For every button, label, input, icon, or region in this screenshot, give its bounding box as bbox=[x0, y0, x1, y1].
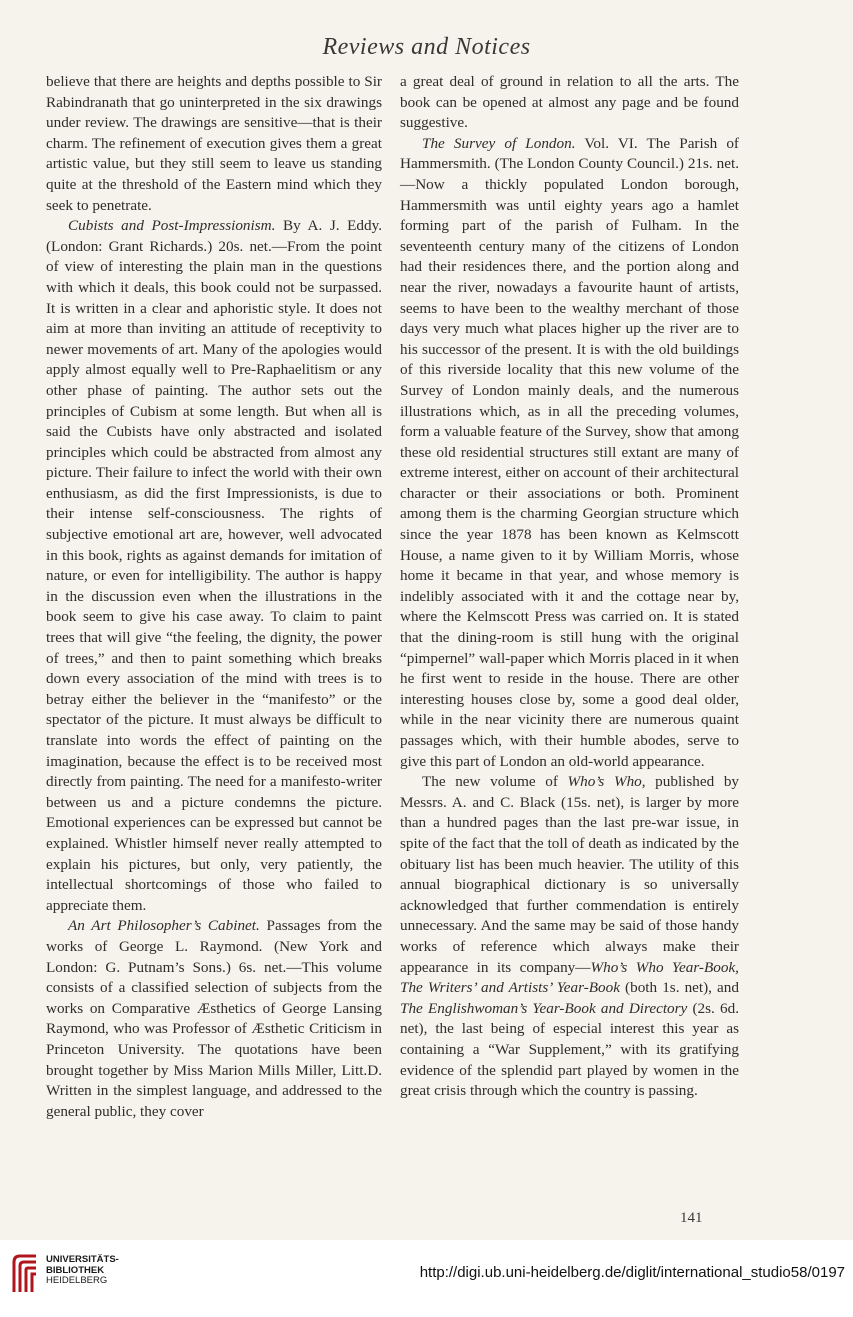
right-column bbox=[400, 72, 739, 1102]
paragraph bbox=[400, 134, 739, 772]
paragraph bbox=[400, 772, 739, 1102]
italic-title: The Englishwoman’s Year-Book and Directory bbox=[400, 999, 688, 1017]
paragraph bbox=[46, 216, 382, 916]
paragraph bbox=[46, 72, 382, 216]
running-head: Reviews and Notices bbox=[322, 34, 531, 60]
italic-title: An Art Philosopher’s Cabinet. bbox=[68, 917, 260, 935]
library-name bbox=[46, 1255, 119, 1287]
italic-title: Cubists and Post-Impressionism. bbox=[68, 217, 276, 235]
italic-title: The Survey of London. bbox=[422, 134, 576, 152]
paragraph bbox=[46, 916, 382, 1122]
library-name-line-2: BIBLIOTHEK bbox=[46, 1264, 105, 1276]
source-url-link[interactable]: http://digi.ub.uni-heidelberg.de/diglit/international_studio58/0197 bbox=[419, 1264, 845, 1281]
library-name-line-3: HEIDELBERG bbox=[46, 1275, 108, 1286]
left-column bbox=[46, 72, 382, 1122]
paragraph-text: Passages from the works of George L. Raymond. (New York and London: G. Putnam’s Sons.) 6s. net.—This volume consists of a classified selection of subjects from the works on Comparative Æsthetics of George Lansing Raymond, who was Professor of Æsthetic Criticism in Princeton University. The quotations have been brought together by Miss Marion Mills Miller, Litt.D. Written in the simplest language, and addressed to the general public, they cover bbox=[46, 917, 382, 1120]
library-name-line-1: UNIVERSITÄTS- bbox=[46, 1254, 119, 1265]
paragraph-text: , published by Messrs. A. and C. Black (15s. net), is larger by more than a hundred pages than the last pre-war issue, in spite of the fact that the toll of death as indicated by the obituary list has been much heavier. The utility of this annual biographical dictionary is so universally acknowledged that further commendation is entirely unnecessary. And the same may be said of those handy works of reference which always make their appearance in its company— bbox=[400, 773, 740, 976]
university-library-logo-icon bbox=[10, 1252, 40, 1296]
italic-title: Who’s Who Year-Book, The Writers’ and Artists’ Year-Book bbox=[400, 958, 739, 997]
paragraph-text: a great deal of ground in relation to all the arts. The book can be opened at almost any page and be found suggestive. bbox=[400, 73, 739, 132]
paragraph bbox=[400, 72, 739, 134]
paragraph-text: By A. J. Eddy. (London: Grant Richards.) 20s. net.—From the point of view of interesting the plain man in the questions with which it deals, this book could not be surpassed. It is written in a clear and aphoristic style. It does not aim at more than inviting an attitude of receptivity to newer movements of art. Many of the apologies would apply almost equally well to Pre-Raphaelitism or any other phase of painting. The author sets out the principles of Cubism at some length. But when all is said the Cubists have only abstracted and isolated principles which could be abstracted from almost any picture. Their failure to infect the world with their own enthusiasm, as did the first Impressionists, is due to their intense self-consciousness. The rights of subjective emotional art are, however, well advocated in this book, rights as against demands for imitation of nature, or even for intelligibility. The author is happy in the discussion even when the illustrations in the book seem to give his case away. To claim to paint trees that will give “the feeling, the dignity, the power of trees,” and then to paint something which breaks down every association of the mind with trees is to betray either the believer in the “manifesto” or the spectator of the picture. It must always be difficult to translate into words the effect of painting on the imagination, because the effect is to be received most directly from painting. The need for a manifesto-writer between us and a picture condemns the picture. Emotional experiences can be expressed but cannot be explained. Whistler himself never really attempted to explain his pictures, but only, very patiently, the intellectual shortcomings of those who failed to appreciate them. bbox=[46, 217, 382, 914]
paragraph-text: The new volume of bbox=[422, 773, 568, 791]
paragraph-text: (both 1s. net), and bbox=[619, 979, 739, 997]
paragraph-text: Vol. VI. The Parish of Hammersmith. (The London County Council.) 21s. net.—Now a thickly populated London borough, Hammersmith was until eighty years ago a hamlet forming part of the parish of Fulham. In the seventeenth century many of the citizens of London had their residences there, and the portion along and near the river, nowadays a favourite haunt of artists, seems to have been to the wealthy merchant of those days very much what places higher up the river are to his successor of the present. It is with the old buildings of this riverside locality that this new volume of the Survey of London mainly deals, and the numerous illustrations which, as in all the preceding volumes, form a valuable feature of the Survey, show that among these old residential structures still extant are many of extreme interest, either on account of their architectural character or their associations or both. Prominent among them is the charming Georgian structure which since the year 1878 has been known as Kelmscott House, a name given to it by William Morris, whose home it became in that year, and whose memory is indelibly associated with it and the cottage near by, where the Kelmscott Press was carried on. It is stated that the dining-room is still hung with the original “pimpernel” wall-paper which Morris placed in it when he first went to reside in the house. There are other interesting houses close by, some a good deal older, while in the near vicinity there are numerous quaint passages which, with their humble abodes, serve to give this part of London an old-world appearance. bbox=[400, 134, 739, 770]
italic-title: Who’s Who bbox=[567, 773, 642, 791]
paragraph-text: (2s. 6d. net), the last being of especial interest this year as containing a “War Supplement,” with its gratifying evidence of the splendid part played by women in the great crisis through which the country is passing. bbox=[400, 999, 740, 1100]
library-footer bbox=[0, 1240, 853, 1317]
page-number: 141 bbox=[680, 1210, 703, 1226]
paragraph-text: believe that there are heights and depths possible to Sir Rabindranath that go uninterpreted in the six drawings under review. The drawings are sensitive—that is their charm. The refinement of execution gives them a great artistic value, but they still seem to leave us standing quite at the threshold of the Eastern mind which they seek to penetrate. bbox=[46, 73, 382, 214]
